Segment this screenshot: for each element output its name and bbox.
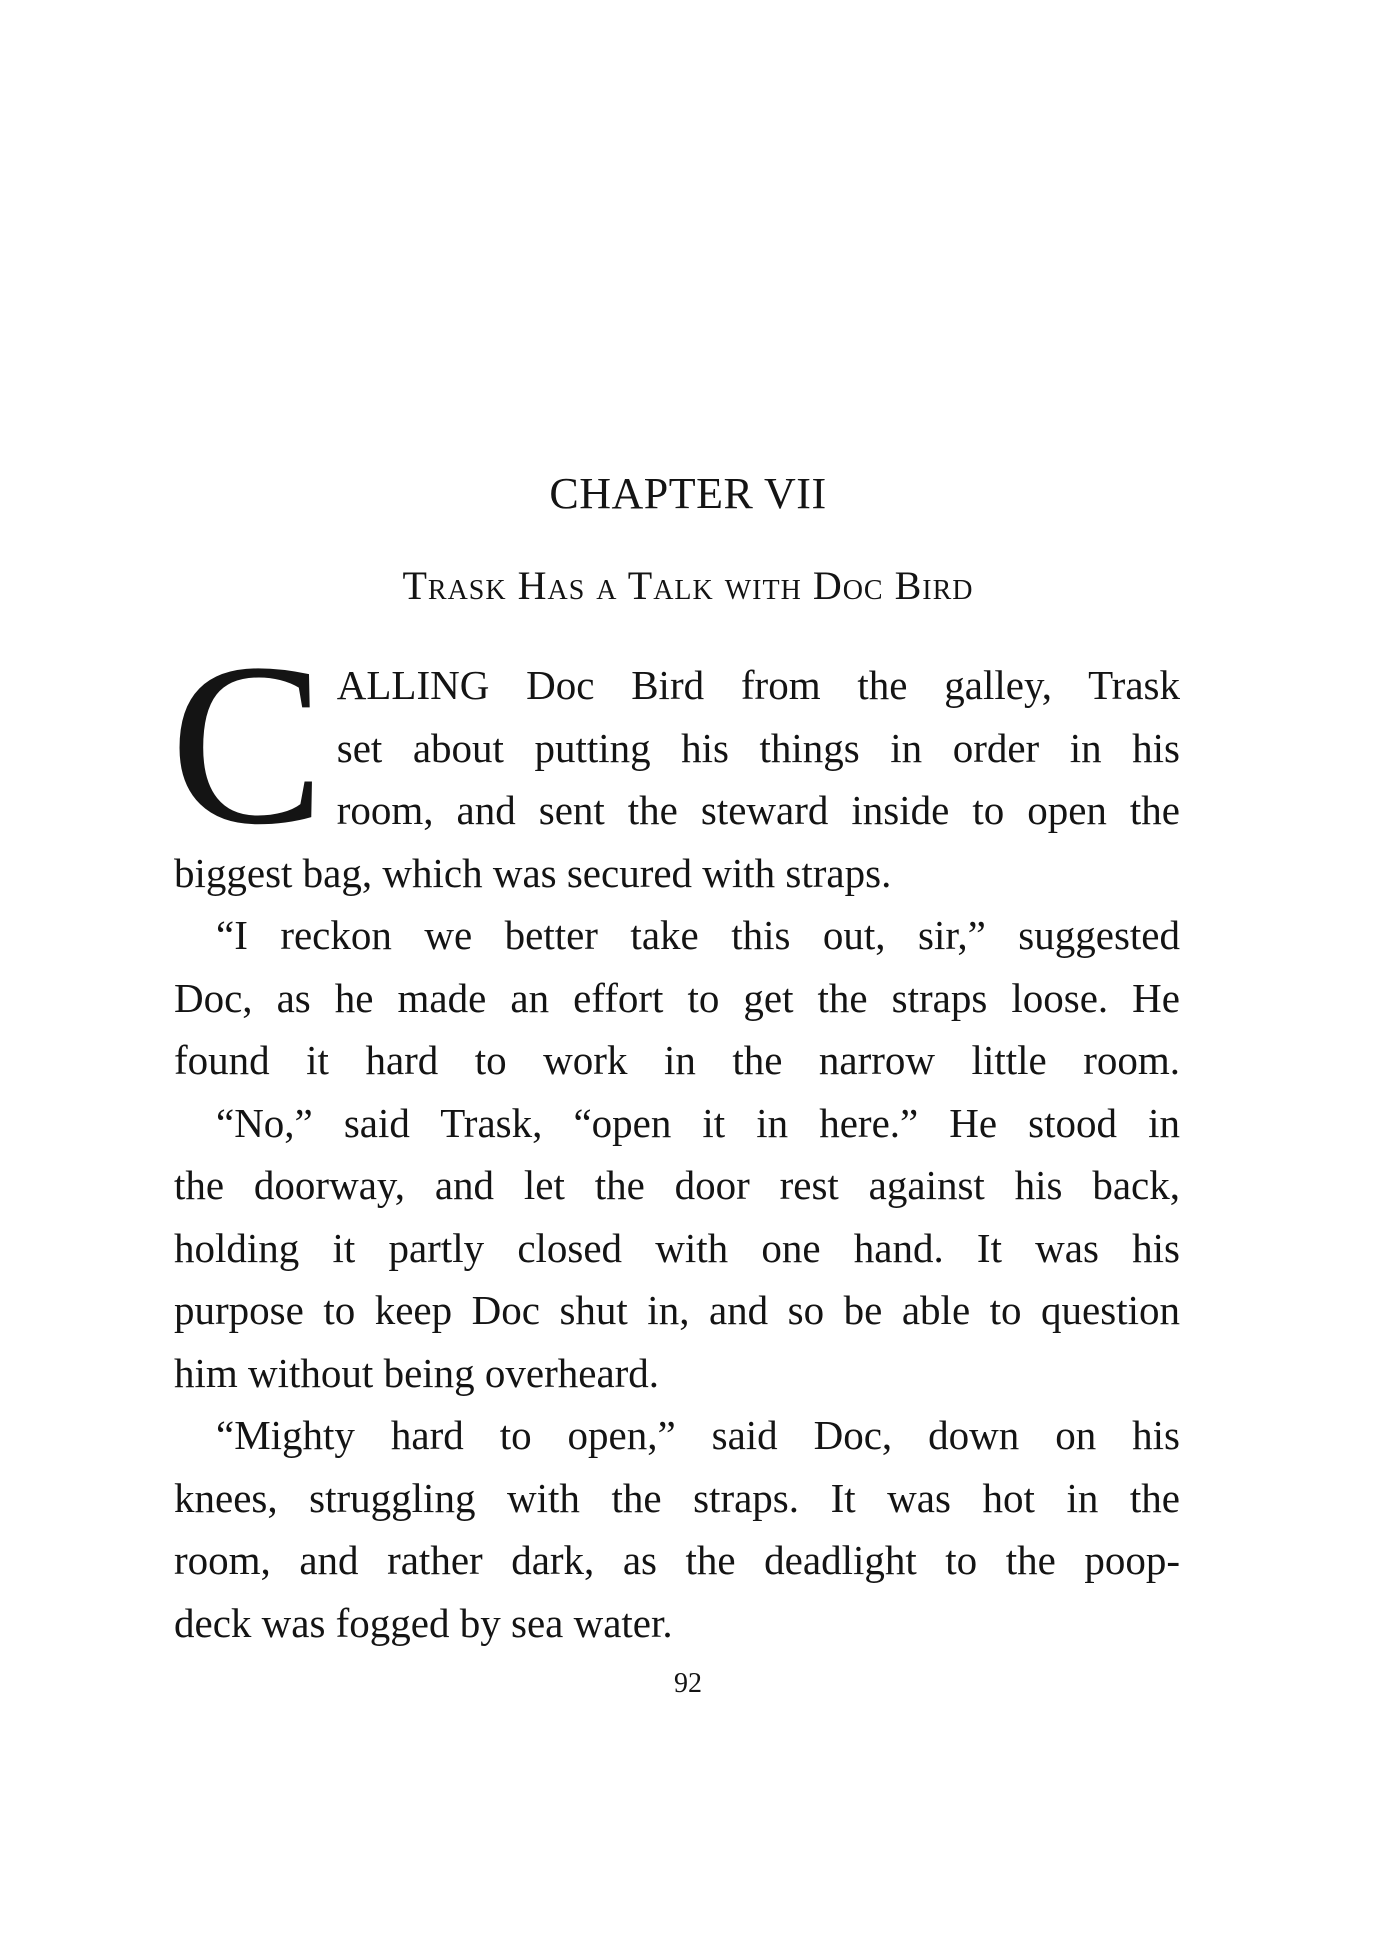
page-number: 92 bbox=[674, 1668, 702, 1699]
text-line: “Mighty hard to open,” said Doc, down on his bbox=[216, 1412, 1180, 1458]
text-line: room, and rather dark, as the deadlight to the poop- bbox=[174, 1537, 1180, 1583]
paragraph-4 bbox=[174, 1404, 1180, 1654]
paragraph-1 bbox=[170, 616, 1180, 904]
chapter-title: Trask Has a Talk with Doc Bird bbox=[402, 563, 974, 608]
drop-cap: C bbox=[170, 616, 325, 873]
text-line: Doc, as he made an effort to get the straps loose. He bbox=[174, 974, 1180, 1021]
text-line: holding it partly closed with one hand. It was his bbox=[174, 1224, 1180, 1271]
paragraph-3 bbox=[174, 1092, 1180, 1405]
chapter-number: CHAPTER VII bbox=[549, 469, 827, 518]
text-line: set about putting his things in order in his bbox=[336, 724, 1180, 771]
text-line: purpose to keep Doc shut in, and so be able to question bbox=[174, 1287, 1180, 1333]
text-line: found it hard to work in the narrow little room. bbox=[174, 1037, 1180, 1083]
paragraph-2 bbox=[174, 904, 1180, 1092]
text-line: the doorway, and let the door rest against his back, bbox=[174, 1162, 1180, 1208]
text-line: room, and sent the steward inside to open the bbox=[336, 787, 1180, 833]
text-line: “I reckon we better take this out, sir,” suggested bbox=[216, 912, 1180, 958]
text-line: him without being overheard. bbox=[174, 1349, 660, 1396]
text-line: ALLING Doc Bird from the galley, Trask bbox=[336, 662, 1180, 708]
text-line: “No,” said Trask, “open it in here.” He stood in bbox=[216, 1099, 1180, 1146]
text-line: knees, struggling with the straps. It was hot in the bbox=[174, 1474, 1180, 1521]
text-line: deck was fogged by sea water. bbox=[174, 1599, 673, 1646]
body-text bbox=[170, 616, 1180, 1654]
text-line: biggest bag, which was secured with straps. bbox=[174, 849, 892, 896]
